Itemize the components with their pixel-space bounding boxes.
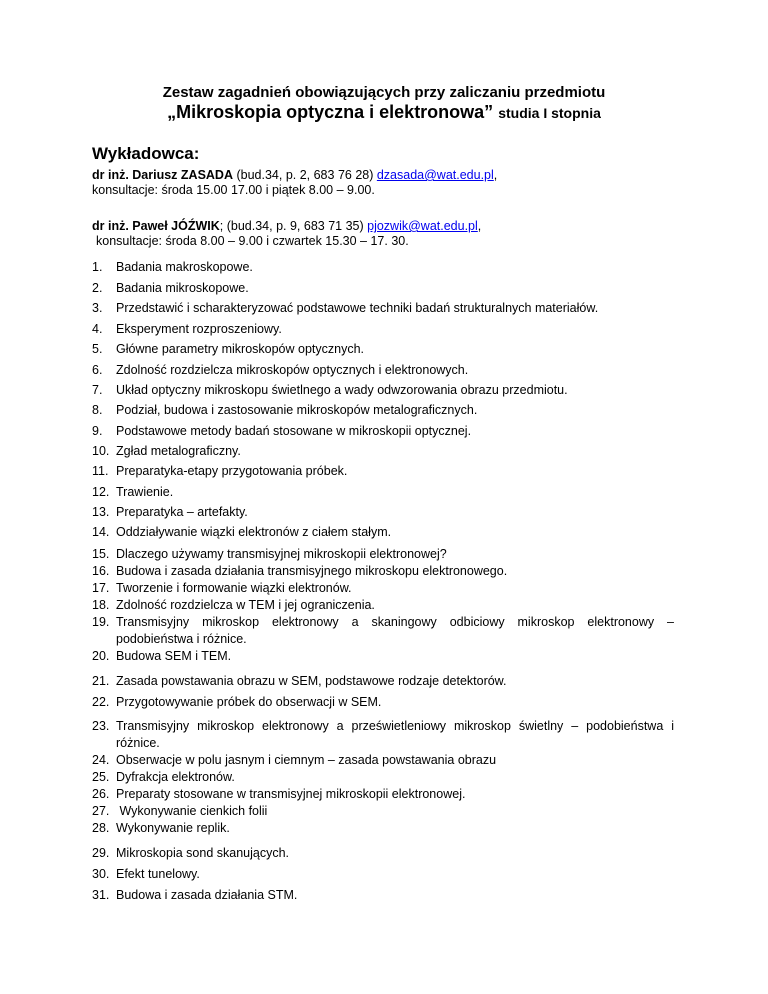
list-text: Budowa i zasada działania transmisyjnego mikroskopu elektronowego.: [116, 564, 508, 578]
list-text: Dlaczego używamy transmisyjnej mikroskopii elektronowej?: [116, 547, 447, 561]
lecturer-1-details: (bud.34, p. 2, 683 76 28): [233, 168, 377, 182]
list-text: Preparatyka-etapy przygotowania próbek.: [116, 464, 348, 478]
list-item: [92, 718, 674, 752]
list-item: [92, 423, 674, 440]
list-text: Podział, budowa i zastosowanie mikroskopów metalograficznych.: [116, 403, 478, 417]
list-item: [92, 563, 674, 580]
list-item: [92, 484, 674, 501]
list-item: [92, 443, 674, 460]
list-item: [92, 504, 674, 521]
list-number: 10.: [92, 444, 110, 458]
list-item: [92, 300, 674, 317]
list-number: 26.: [92, 787, 110, 801]
list-number: 31.: [92, 888, 110, 902]
list-text: Eksperyment rozproszeniowy.: [116, 322, 282, 336]
list-item: [92, 786, 674, 803]
list-text: Zasada powstawania obrazu w SEM, podstawowe rodzaje detektorów.: [116, 674, 507, 688]
list-number: 18.: [92, 598, 110, 612]
list-item: [92, 673, 674, 690]
list-number: 22.: [92, 695, 110, 709]
lecturer-1-email-link[interactable]: dzasada@wat.edu.pl: [376, 168, 494, 182]
list-item: [92, 280, 674, 297]
list-text: Preparatyka – artefakty.: [116, 505, 248, 519]
list-text-continuation: podobieństwa i różnice.: [116, 632, 247, 646]
list-number: 4.: [92, 322, 103, 336]
list-text: [116, 614, 674, 648]
list-number: 19.: [92, 615, 110, 629]
list-item: [92, 597, 674, 614]
list-number: 21.: [92, 674, 110, 688]
list-text: Oddziaływanie wiązki elektronów z ciałem stałym.: [116, 525, 392, 539]
list-number: 2.: [92, 281, 103, 295]
list-text: Zdolność rozdzielcza w TEM i jej ograniczenia.: [116, 598, 375, 612]
list-number: 29.: [92, 846, 110, 860]
punctuation: ,: [493, 168, 498, 182]
list-text: Przygotowywanie próbek do obserwacji w SEM.: [116, 695, 382, 709]
list-text: Trawienie.: [116, 485, 174, 499]
list-text-line: Transmisyjny mikroskop elektronowy a skaningowy odbiciowy mikroskop elektronowy –: [116, 615, 674, 629]
list-item: [92, 382, 674, 399]
list-number: 1.: [92, 260, 103, 274]
study-level: studia I stopnia: [498, 105, 601, 121]
list-number: 16.: [92, 564, 110, 578]
list-item: [92, 524, 674, 541]
list-number: 24.: [92, 753, 110, 767]
list-number: 30.: [92, 867, 110, 881]
list-number: 15.: [92, 547, 110, 561]
list-number: 14.: [92, 525, 110, 539]
list-item: [92, 803, 674, 820]
document-title-line2: [0, 102, 768, 123]
list-item: [92, 463, 674, 480]
list-text: [116, 718, 674, 752]
list-item: [92, 694, 674, 711]
list-text: Mikroskopia sond skanujących.: [116, 846, 289, 860]
list-text: Główne parametry mikroskopów optycznych.: [116, 342, 365, 356]
list-text: Podstawowe metody badań stosowane w mikroskopii optycznej.: [116, 424, 472, 438]
list-text: Budowa SEM i TEM.: [116, 649, 232, 663]
list-item: [92, 752, 674, 769]
list-text: Efekt tunelowy.: [116, 867, 200, 881]
list-number: 27.: [92, 804, 110, 818]
punctuation: ,: [477, 219, 482, 233]
list-number: 9.: [92, 424, 103, 438]
lecturer-2-email-link[interactable]: pjozwik@wat.edu.pl: [367, 219, 478, 233]
list-item: [92, 259, 674, 276]
list-item: [92, 648, 674, 665]
list-item: [92, 866, 674, 883]
list-text: Dyfrakcja elektronów.: [116, 770, 235, 784]
list-number: 25.: [92, 770, 110, 784]
list-item: [92, 580, 674, 597]
document-title-line1: Zestaw zagadnień obowiązujących przy zaliczaniu przedmiotu: [162, 84, 606, 101]
list-item: [92, 820, 674, 837]
list-text: Tworzenie i formowanie wiązki elektronów.: [116, 581, 352, 595]
list-item: [92, 402, 674, 419]
lecturer-1-hours: konsultacje: środa 15.00 17.00 i piątek 8.00 – 9.00.: [92, 183, 375, 197]
list-item: [92, 845, 674, 862]
lecturer-1-contact: [92, 167, 497, 183]
list-number: 11.: [92, 464, 109, 478]
list-item: [92, 321, 674, 338]
list-item: [92, 887, 674, 904]
list-text: Preparaty stosowane w transmisyjnej mikroskopii elektronowej.: [116, 787, 466, 801]
list-item: [92, 362, 674, 379]
list-item: [92, 546, 674, 563]
lecturers-heading: Wykładowca:: [92, 144, 200, 163]
list-number: 13.: [92, 505, 110, 519]
list-number: 28.: [92, 821, 110, 835]
list-number: 17.: [92, 581, 110, 595]
lecturer-2-name: dr inż. Paweł JÓŹWIK: [92, 219, 220, 233]
list-item: [92, 341, 674, 358]
list-number: 3.: [92, 301, 103, 315]
lecturer-2-contact: [92, 218, 481, 234]
course-name: „Mikroskopia optyczna i elektronowa”: [167, 102, 494, 122]
list-number: 8.: [92, 403, 103, 417]
list-number: 20.: [92, 649, 110, 663]
list-number: 12.: [92, 485, 110, 499]
list-item: [92, 769, 674, 786]
list-item: [92, 614, 674, 648]
list-text: Wykonywanie replik.: [116, 821, 230, 835]
lecturer-1-name: dr inż. Dariusz ZASADA: [92, 168, 233, 182]
list-text: Obserwacje w polu jasnym i ciemnym – zasada powstawania obrazu: [116, 753, 497, 767]
list-text: Wykonywanie cienkich folii: [116, 804, 268, 818]
list-text-line: Transmisyjny mikroskop elektronowy a prześwietleniowy mikroskop świetlny – podobieństwa i: [116, 719, 674, 733]
list-text: Układ optyczny mikroskopu świetlnego a wady odwzorowania obrazu przedmiotu.: [116, 383, 568, 397]
list-text-continuation: różnice.: [116, 736, 160, 750]
lecturer-2-details: ; (bud.34, p. 9, 683 71 35): [219, 219, 368, 233]
list-text: Zdolność rozdzielcza mikroskopów optycznych i elektronowych.: [116, 363, 469, 377]
list-number: 6.: [92, 363, 103, 377]
list-number: 23.: [92, 719, 110, 733]
list-text: Badania makroskopowe.: [116, 260, 253, 274]
lecturer-2-hours: konsultacje: środa 8.00 – 9.00 i czwartek 15.30 – 17. 30.: [96, 234, 409, 248]
list-number: 5.: [92, 342, 103, 356]
list-text: Budowa i zasada działania STM.: [116, 888, 298, 902]
list-number: 7.: [92, 383, 103, 397]
list-text: Przedstawić i scharakteryzować podstawowe techniki badań strukturalnych materiałów.: [116, 301, 599, 315]
list-text: Zgład metalograficzny.: [116, 444, 241, 458]
list-text: Badania mikroskopowe.: [116, 281, 249, 295]
